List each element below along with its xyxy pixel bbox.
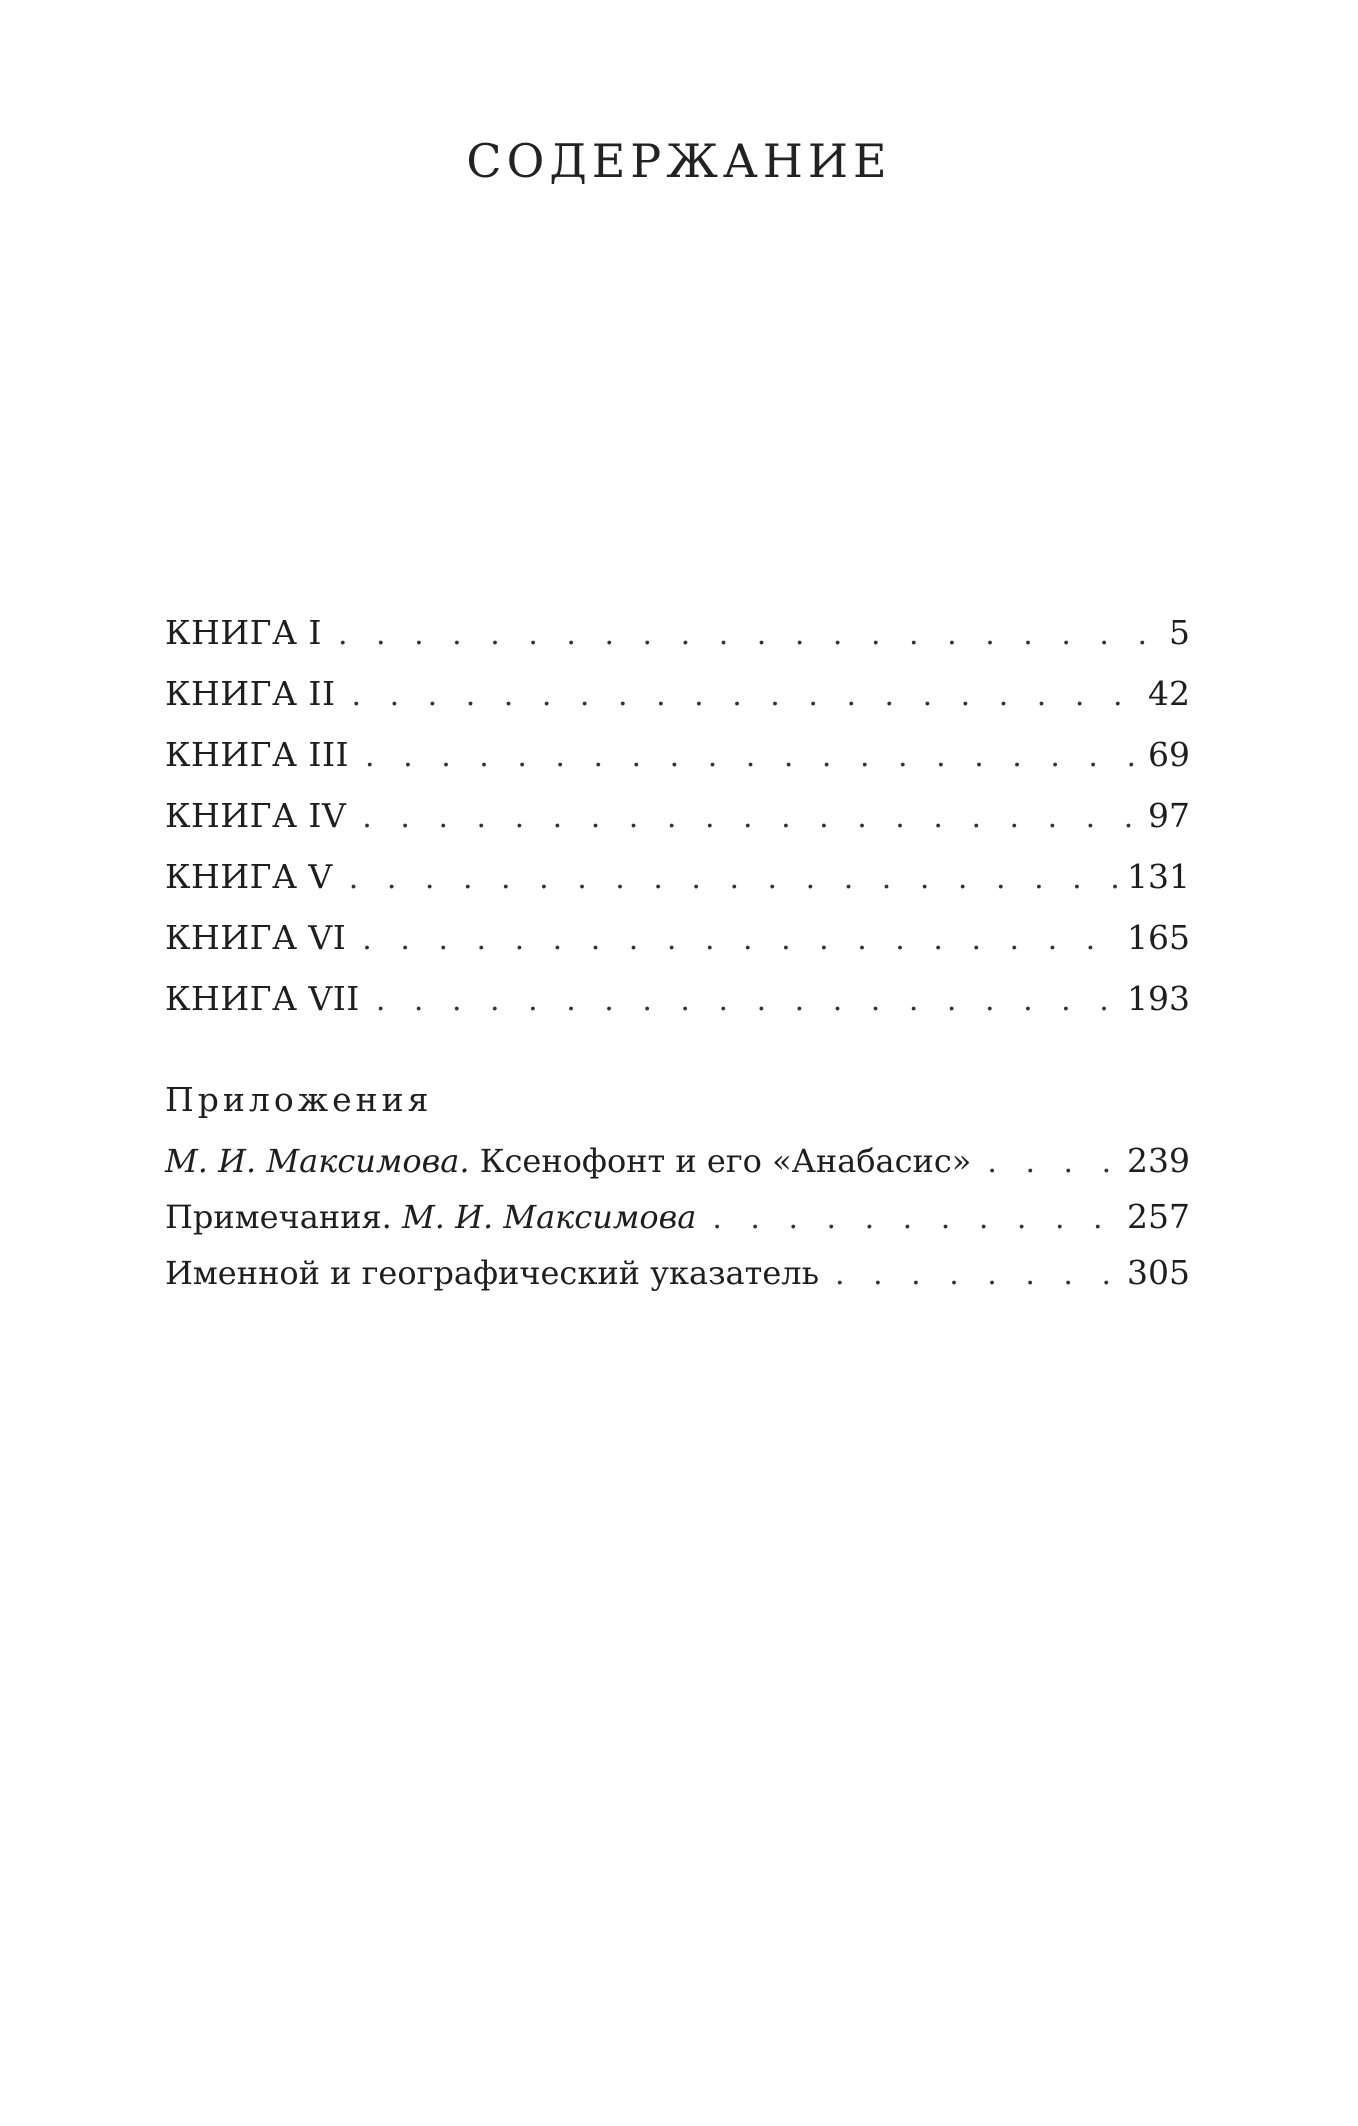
toc-entry-book-4[interactable] <box>165 785 1190 846</box>
toc-entry-page-number: 5 <box>1169 613 1190 652</box>
appendix-heading: Приложения <box>165 1080 433 1119</box>
dot-leader <box>987 1135 1117 1191</box>
appendix-contents-list <box>165 1133 1190 1301</box>
toc-entry-label: КНИГА V <box>165 857 333 896</box>
toc-entry-label: КНИГА VI <box>165 918 347 957</box>
toc-entry-book-5[interactable] <box>165 846 1190 907</box>
toc-entry-book-3[interactable] <box>165 724 1190 785</box>
dot-leader <box>835 1247 1117 1303</box>
toc-entry-page-number: 97 <box>1148 796 1190 835</box>
dot-leader <box>365 726 1138 787</box>
toc-entry-title: Примечания. <box>165 1198 402 1236</box>
toc-entry-appendix-index[interactable] <box>165 1245 1190 1301</box>
toc-entry-title: Ксенофонт и его «Анабасис» <box>469 1142 972 1180</box>
toc-entry-page-number: 257 <box>1127 1197 1190 1236</box>
toc-entry-label <box>165 1245 819 1301</box>
toc-entry-label: КНИГА II <box>165 674 336 713</box>
toc-entry-book-1[interactable] <box>165 602 1190 663</box>
toc-entry-page-number: 193 <box>1127 979 1190 1018</box>
toc-entry-book-7[interactable] <box>165 968 1190 1029</box>
dot-leader <box>362 909 1117 970</box>
toc-entry-page-number: 165 <box>1127 918 1190 957</box>
toc-entry-label: КНИГА IV <box>165 796 347 835</box>
toc-entry-book-2[interactable] <box>165 663 1190 724</box>
dot-leader <box>349 848 1117 909</box>
toc-entry-label: КНИГА III <box>165 735 350 774</box>
toc-entry-label <box>165 1189 696 1245</box>
toc-entry-appendix-essay[interactable] <box>165 1133 1190 1189</box>
book-contents-list <box>165 602 1190 1029</box>
toc-entry-page-number: 69 <box>1148 735 1190 774</box>
dot-leader <box>712 1191 1117 1247</box>
toc-entry-author: М. И. Максимова <box>401 1198 697 1236</box>
toc-entry-label <box>165 1133 971 1189</box>
toc-entry-label: КНИГА VII <box>165 979 360 1018</box>
toc-entry-page-number: 42 <box>1148 674 1190 713</box>
dot-leader <box>362 787 1138 848</box>
toc-entry-page-number: 131 <box>1127 857 1190 896</box>
toc-entry-appendix-notes[interactable] <box>165 1189 1190 1245</box>
dot-leader <box>352 665 1139 726</box>
toc-entry-author: М. И. Максимова. <box>165 1142 470 1180</box>
dot-leader <box>376 970 1117 1031</box>
toc-entry-title: Именной и географический указатель <box>165 1254 819 1292</box>
toc-entry-page-number: 305 <box>1127 1253 1190 1292</box>
page-title: СОДЕРЖАНИЕ <box>466 134 892 188</box>
toc-entry-book-6[interactable] <box>165 907 1190 968</box>
dot-leader <box>338 604 1159 665</box>
toc-entry-page-number: 239 <box>1127 1141 1190 1180</box>
toc-entry-label: КНИГА I <box>165 613 322 652</box>
